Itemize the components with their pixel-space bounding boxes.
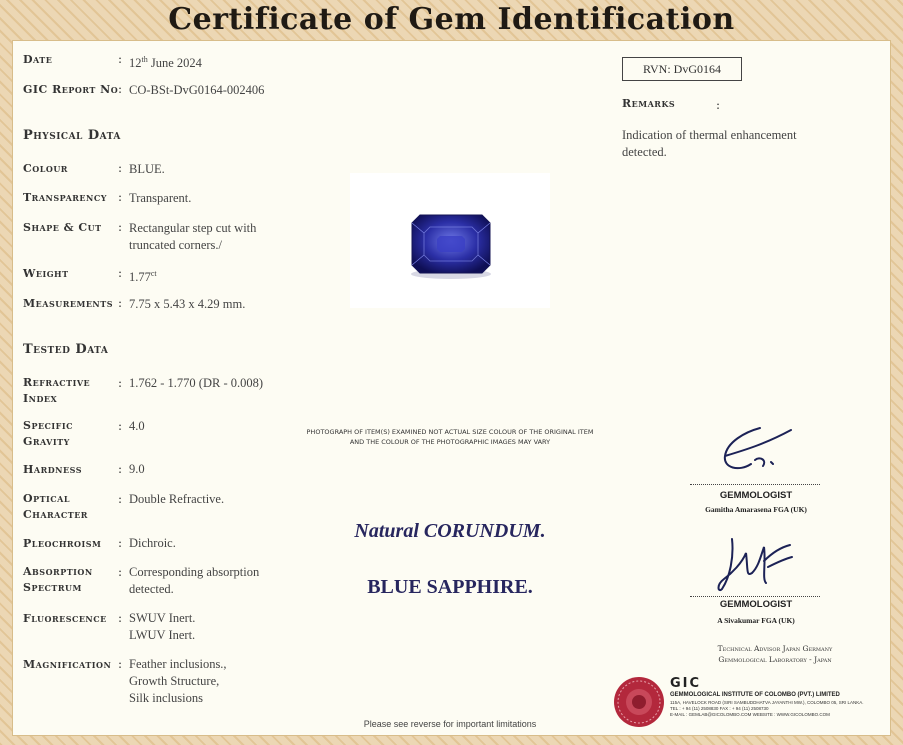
optical-character-label: Optical Character <box>23 492 88 521</box>
gemmologist-2-name: A Sivakumar FGA (UK) <box>717 616 795 625</box>
colon: : <box>118 220 123 234</box>
gic-seal-icon <box>612 675 666 729</box>
colon: : <box>118 419 123 433</box>
specific-gravity-value: 4.0 <box>129 419 145 433</box>
colon: : <box>118 190 123 204</box>
measurements-label: Measurements <box>23 297 113 310</box>
specific-gravity-label: Specific Gravity <box>23 419 73 448</box>
hardness-value: 9.0 <box>129 462 145 476</box>
gic-address: 115A, HAVELOCK ROAD (SIRI SAMBUDDHATVA JAYANTHI MW.), COLOMBO 05, SRI LANKA. TEL : + 94 (11) 2508830 FAX : + 94 (11) 2508730 E-MAIL : GEMLAB@GICOLOMBO.COM WEBSITE : WWW.GICOLOMBO.COM <box>670 700 864 717</box>
gic-logo: GIC <box>670 676 702 691</box>
report-number-label: GIC Report No <box>23 83 119 96</box>
pleochroism-label: Pleochroism <box>23 537 102 550</box>
measurements-value: 7.75 x 5.43 x 4.29 mm. <box>129 297 246 311</box>
shape-cut-label: Shape & Cut <box>23 221 102 234</box>
colon: : <box>118 82 123 96</box>
fluorescence-label: Fluorescence <box>23 612 107 625</box>
colon: : <box>118 266 123 280</box>
transparency-value: Transparent. <box>129 191 192 205</box>
colon: : <box>118 296 123 310</box>
magnification-value: Feather inclusions., Growth Structure, Silk inclusions <box>129 657 227 705</box>
signature-1 <box>705 420 815 485</box>
pleochroism-value: Dichroic. <box>129 536 176 550</box>
date-label: Date <box>23 53 53 66</box>
physical-data-heading: Physical Data <box>23 128 121 143</box>
tested-data-heading: Tested Data <box>23 342 109 357</box>
colour-value: BLUE. <box>129 162 165 176</box>
colon: : <box>118 492 123 506</box>
refractive-index-value: 1.762 - 1.770 (DR - 0.008) <box>129 376 264 390</box>
colon: : <box>118 565 123 579</box>
gemmologist-2-title: GEMMOLOGIST <box>719 599 793 610</box>
gic-name: GEMMOLOGICAL INSTITUTE OF COLOMBO (PVT.) LIMITED <box>670 692 840 698</box>
date-value: 12th June 2024 <box>129 55 202 71</box>
colon: : <box>118 536 123 550</box>
signature-line <box>690 484 820 485</box>
technical-advisor: Technical Advisor Japan Germany Gemmological Laboratory - Japan <box>717 644 833 664</box>
magnification-label: Magnification <box>23 658 112 671</box>
sapphire-image <box>350 173 550 308</box>
colon: : <box>716 98 721 112</box>
colon: : <box>118 611 123 625</box>
shape-cut-value: Rectangular step cut with truncated corners./ <box>129 221 257 252</box>
colon: : <box>118 657 123 671</box>
remarks-value: Indication of thermal enhancement detected. <box>622 128 797 159</box>
colon: : <box>118 462 123 476</box>
gemmologist-1-title: GEMMOLOGIST <box>719 490 793 501</box>
colon: : <box>118 52 123 66</box>
weight-value: $1.77^{ct}$ <box>129 269 157 285</box>
variety: BLUE SAPPHIRE. <box>367 576 533 598</box>
transparency-label: Transparency <box>23 191 107 204</box>
colon: : <box>118 376 123 390</box>
certificate-title: Certificate of Gem Identification <box>168 2 735 37</box>
colon: : <box>118 161 123 175</box>
report-number-value: CO-BSt-DvG0164-002406 <box>129 83 265 97</box>
absorption-spectrum-value: Corresponding absorption detected. <box>129 565 260 596</box>
photo-caption: PHOTOGRAPH OF ITEM(S) EXAMINED NOT ACTUAL SIZE COLOUR OF THE ORIGINAL ITEM AND THE COLOUR OF THE PHOTOGRAPHIC IMAGES MAY VARY <box>306 428 594 446</box>
hardness-label: Hardness <box>23 463 82 476</box>
refractive-index-label: Refractive Index <box>23 376 91 405</box>
remarks-label: Remarks <box>622 97 676 110</box>
optical-character-value: Double Refractive. <box>129 492 225 506</box>
footer-note: Please see reverse for important limitations <box>363 719 537 729</box>
absorption-spectrum-label: Absorption Spectrum <box>23 565 93 594</box>
signature-2 <box>712 533 802 598</box>
gemmologist-1-name: Gamitha Amarasena FGA (UK) <box>705 505 807 514</box>
rvn-box: RVN: DvG0164 <box>622 57 742 81</box>
weight-label: Weight <box>23 267 69 280</box>
gem-photo <box>350 173 550 308</box>
signature-line <box>690 596 820 597</box>
fluorescence-value: SWUV Inert. LWUV Inert. <box>129 611 196 642</box>
colour-label: Colour <box>23 162 68 175</box>
identification: Natural CORUNDUM. <box>354 520 546 542</box>
